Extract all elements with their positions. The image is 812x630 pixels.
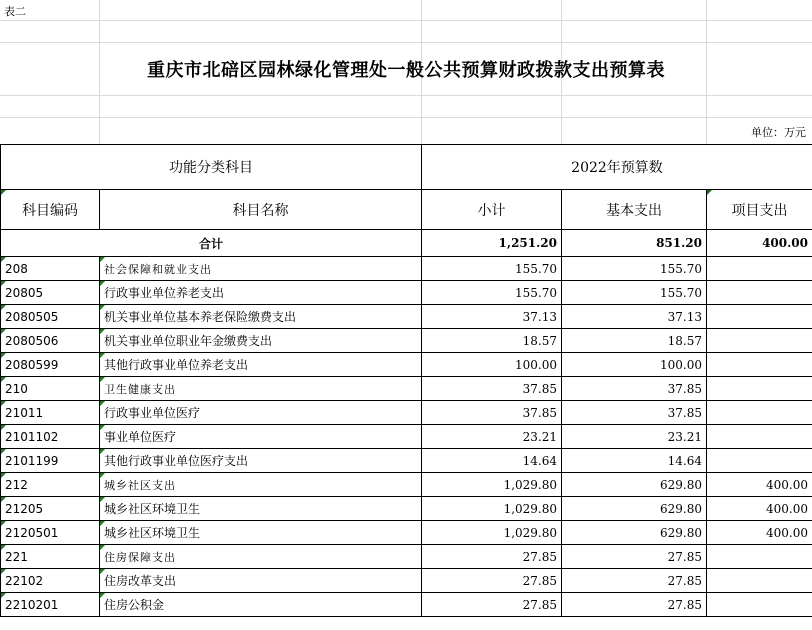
row-total: 37.85	[422, 401, 562, 425]
cell-marker	[1, 473, 6, 478]
gridline	[0, 42, 812, 43]
cell-marker	[1, 329, 6, 334]
row-basic: 629.80	[562, 497, 707, 521]
row-project	[707, 257, 812, 281]
row-name: 行政事业单位养老支出	[100, 281, 422, 305]
table-body	[1, 257, 812, 617]
row-total: 1,029.80	[422, 521, 562, 545]
row-basic: 37.85	[562, 377, 707, 401]
row-name: 社会保障和就业支出	[100, 257, 422, 281]
cell-marker	[1, 569, 6, 574]
row-total: 37.85	[422, 377, 562, 401]
cell-marker	[1, 353, 6, 358]
cell-marker	[100, 497, 105, 502]
row-total: 155.70	[422, 257, 562, 281]
cell-marker	[100, 521, 105, 526]
cell-marker	[1, 401, 6, 406]
table-row	[1, 473, 812, 497]
row-basic: 37.13	[562, 305, 707, 329]
row-project	[707, 305, 812, 329]
row-project	[707, 425, 812, 449]
row-code: 22102	[1, 569, 100, 593]
row-basic: 37.85	[562, 401, 707, 425]
row-code: 2080505	[1, 305, 100, 329]
cell-marker	[100, 545, 105, 550]
row-total: 1,029.80	[422, 497, 562, 521]
row-basic: 629.80	[562, 521, 707, 545]
header-code: 科目编码	[1, 190, 100, 230]
row-code: 2210201	[1, 593, 100, 617]
row-name: 城乡社区环境卫生	[100, 521, 422, 545]
row-name: 其他行政事业单位养老支出	[100, 353, 422, 377]
row-basic: 18.57	[562, 329, 707, 353]
row-basic: 155.70	[562, 257, 707, 281]
row-basic: 155.70	[562, 281, 707, 305]
row-code: 212	[1, 473, 100, 497]
cell-marker	[100, 353, 105, 358]
row-code: 20805	[1, 281, 100, 305]
row-project	[707, 281, 812, 305]
cell-marker	[1, 497, 6, 502]
row-name: 城乡社区支出	[100, 473, 422, 497]
row-project	[707, 569, 812, 593]
unit-label: 单位：万元	[751, 126, 806, 139]
header-row-columns	[1, 190, 812, 230]
row-total: 100.00	[422, 353, 562, 377]
row-basic: 27.85	[562, 569, 707, 593]
table-row	[1, 425, 812, 449]
row-code: 2101102	[1, 425, 100, 449]
header-row-group	[1, 145, 812, 190]
total-label: 合计	[1, 230, 422, 257]
row-name: 机关事业单位基本养老保险缴费支出	[100, 305, 422, 329]
cell-marker	[100, 305, 105, 310]
table-row	[1, 401, 812, 425]
table-row	[1, 353, 812, 377]
cell-marker	[1, 190, 6, 195]
row-name: 城乡社区环境卫生	[100, 497, 422, 521]
gridline	[0, 95, 812, 96]
row-code: 2080506	[1, 329, 100, 353]
row-basic: 629.80	[562, 473, 707, 497]
row-name: 住房改革支出	[100, 569, 422, 593]
table-row	[1, 257, 812, 281]
row-project	[707, 593, 812, 617]
cell-marker	[100, 425, 105, 430]
cell-marker	[100, 473, 105, 478]
row-basic: 100.00	[562, 353, 707, 377]
total-project: 400.00	[707, 230, 812, 257]
report-title: 重庆市北碚区园林绿化管理处一般公共预算财政拨款支出预算表	[147, 60, 665, 81]
row-name: 机关事业单位职业年金缴费支出	[100, 329, 422, 353]
gridline	[0, 20, 812, 21]
cell-marker	[707, 190, 712, 195]
row-project: 400.00	[707, 473, 812, 497]
row-project	[707, 353, 812, 377]
cell-marker	[100, 401, 105, 406]
total-amount: 1,251.20	[422, 230, 562, 257]
row-code: 208	[1, 257, 100, 281]
gridline	[0, 117, 812, 118]
row-code: 221	[1, 545, 100, 569]
cell-marker	[1, 521, 6, 526]
row-basic: 27.85	[562, 545, 707, 569]
row-total: 27.85	[422, 545, 562, 569]
header-total: 小计	[422, 190, 562, 230]
row-total: 27.85	[422, 569, 562, 593]
row-total: 23.21	[422, 425, 562, 449]
budget-table	[0, 144, 812, 617]
row-name: 住房公积金	[100, 593, 422, 617]
cell-marker	[100, 281, 105, 286]
header-basic: 基本支出	[562, 190, 707, 230]
row-total: 1,029.80	[422, 473, 562, 497]
row-total: 14.64	[422, 449, 562, 473]
cell-marker	[100, 377, 105, 382]
cell-marker	[100, 257, 105, 262]
cell-marker	[100, 593, 105, 598]
cell-marker	[100, 569, 105, 574]
table-row	[1, 281, 812, 305]
cell-marker	[1, 305, 6, 310]
row-name: 其他行政事业单位医疗支出	[100, 449, 422, 473]
cell-marker	[1, 593, 6, 598]
row-basic: 14.64	[562, 449, 707, 473]
row-name: 卫生健康支出	[100, 377, 422, 401]
table-row	[1, 593, 812, 617]
row-code: 2101199	[1, 449, 100, 473]
row-code: 21205	[1, 497, 100, 521]
cell-marker	[100, 329, 105, 334]
header-functional-category: 功能分类科目	[1, 145, 422, 190]
table-row	[1, 305, 812, 329]
row-total: 27.85	[422, 593, 562, 617]
total-row	[1, 230, 812, 257]
row-code: 21011	[1, 401, 100, 425]
row-project	[707, 449, 812, 473]
row-code: 2120501	[1, 521, 100, 545]
header-budget-year: 2022年预算数	[422, 145, 812, 190]
row-total: 155.70	[422, 281, 562, 305]
cell-marker	[1, 545, 6, 550]
row-total: 37.13	[422, 305, 562, 329]
cell-marker	[1, 281, 6, 286]
total-basic: 851.20	[562, 230, 707, 257]
table-row	[1, 497, 812, 521]
cell-marker	[1, 449, 6, 454]
row-project	[707, 329, 812, 353]
header-name: 科目名称	[100, 190, 422, 230]
table-row	[1, 569, 812, 593]
table-row	[1, 545, 812, 569]
row-basic: 23.21	[562, 425, 707, 449]
row-total: 18.57	[422, 329, 562, 353]
row-project	[707, 545, 812, 569]
row-name: 住房保障支出	[100, 545, 422, 569]
header-project: 项目支出	[707, 190, 812, 230]
row-basic: 27.85	[562, 593, 707, 617]
row-project: 400.00	[707, 521, 812, 545]
sheet-label: 表二	[4, 5, 26, 18]
row-code: 210	[1, 377, 100, 401]
cell-marker	[1, 377, 6, 382]
table-row	[1, 329, 812, 353]
table-row	[1, 521, 812, 545]
table-row	[1, 449, 812, 473]
table-row	[1, 377, 812, 401]
row-project: 400.00	[707, 497, 812, 521]
cell-marker	[100, 449, 105, 454]
cell-marker	[1, 257, 6, 262]
row-project	[707, 377, 812, 401]
row-name: 行政事业单位医疗	[100, 401, 422, 425]
cell-marker	[1, 425, 6, 430]
row-project	[707, 401, 812, 425]
row-name: 事业单位医疗	[100, 425, 422, 449]
row-code: 2080599	[1, 353, 100, 377]
